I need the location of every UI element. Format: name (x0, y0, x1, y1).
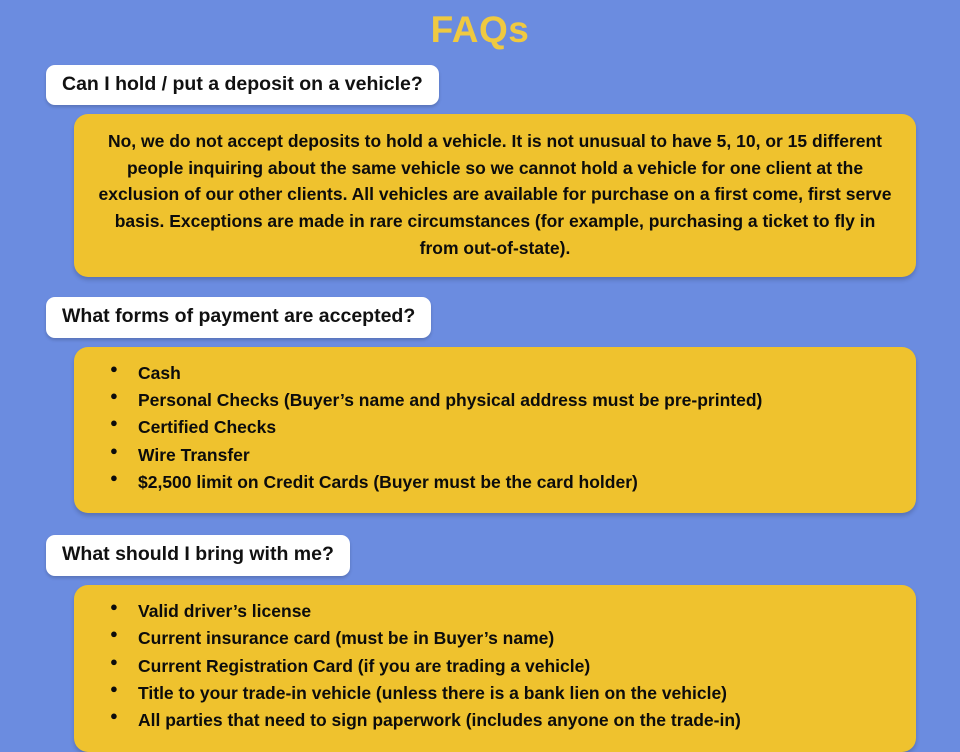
spacer-1 (0, 279, 960, 293)
spacer-2 (0, 515, 960, 531)
list-item: ● Valid driver’s license (96, 599, 894, 624)
faq-question-2: What forms of payment are accepted? (46, 297, 431, 337)
faq-question-1: Can I hold / put a deposit on a vehicle? (46, 65, 439, 105)
faq-item-3 (0, 531, 960, 751)
faq-answer-2 (74, 347, 916, 514)
faq-answer-3 (74, 585, 916, 752)
faq-item-2 (0, 293, 960, 513)
list-item: ● Certified Checks (96, 415, 894, 440)
faq-question-row-2 (0, 293, 960, 337)
faq-item-1 (0, 61, 960, 277)
faq-question-3: What should I bring with me? (46, 535, 350, 575)
faq-question-row-1 (0, 61, 960, 105)
list-item: ● Personal Checks (Buyer’s name and physical address must be pre-printed) (96, 388, 894, 413)
list-item: ● Current Registration Card (if you are trading a vehicle) (96, 654, 894, 679)
list-item: ● Current insurance card (must be in Buyer’s name) (96, 626, 894, 651)
payment-methods-list (96, 361, 894, 496)
faq-question-row-3 (0, 531, 960, 575)
list-item: ● $2,500 limit on Credit Cards (Buyer must be the card holder) (96, 470, 894, 495)
list-item: ● Wire Transfer (96, 443, 894, 468)
list-item: ● Title to your trade-in vehicle (unless there is a bank lien on the vehicle) (96, 681, 894, 706)
list-item: ● Cash (96, 361, 894, 386)
list-item: ● All parties that need to sign paperwork (includes anyone on the trade-in) (96, 708, 894, 733)
bring-with-you-list (96, 599, 894, 734)
faq-answer-1: No, we do not accept deposits to hold a vehicle. It is not unusual to have 5, 10, or 15 different people inquiring about the same vehicle so we cannot hold a vehicle for one client at the exclusion of our other clients. All vehicles are available for purchase on a first come, first serve basis. Exceptions are made in rare circumstances (for example, purchasing a ticket to fly in from out-of-state). (74, 114, 916, 277)
page-title: FAQs (430, 9, 530, 50)
